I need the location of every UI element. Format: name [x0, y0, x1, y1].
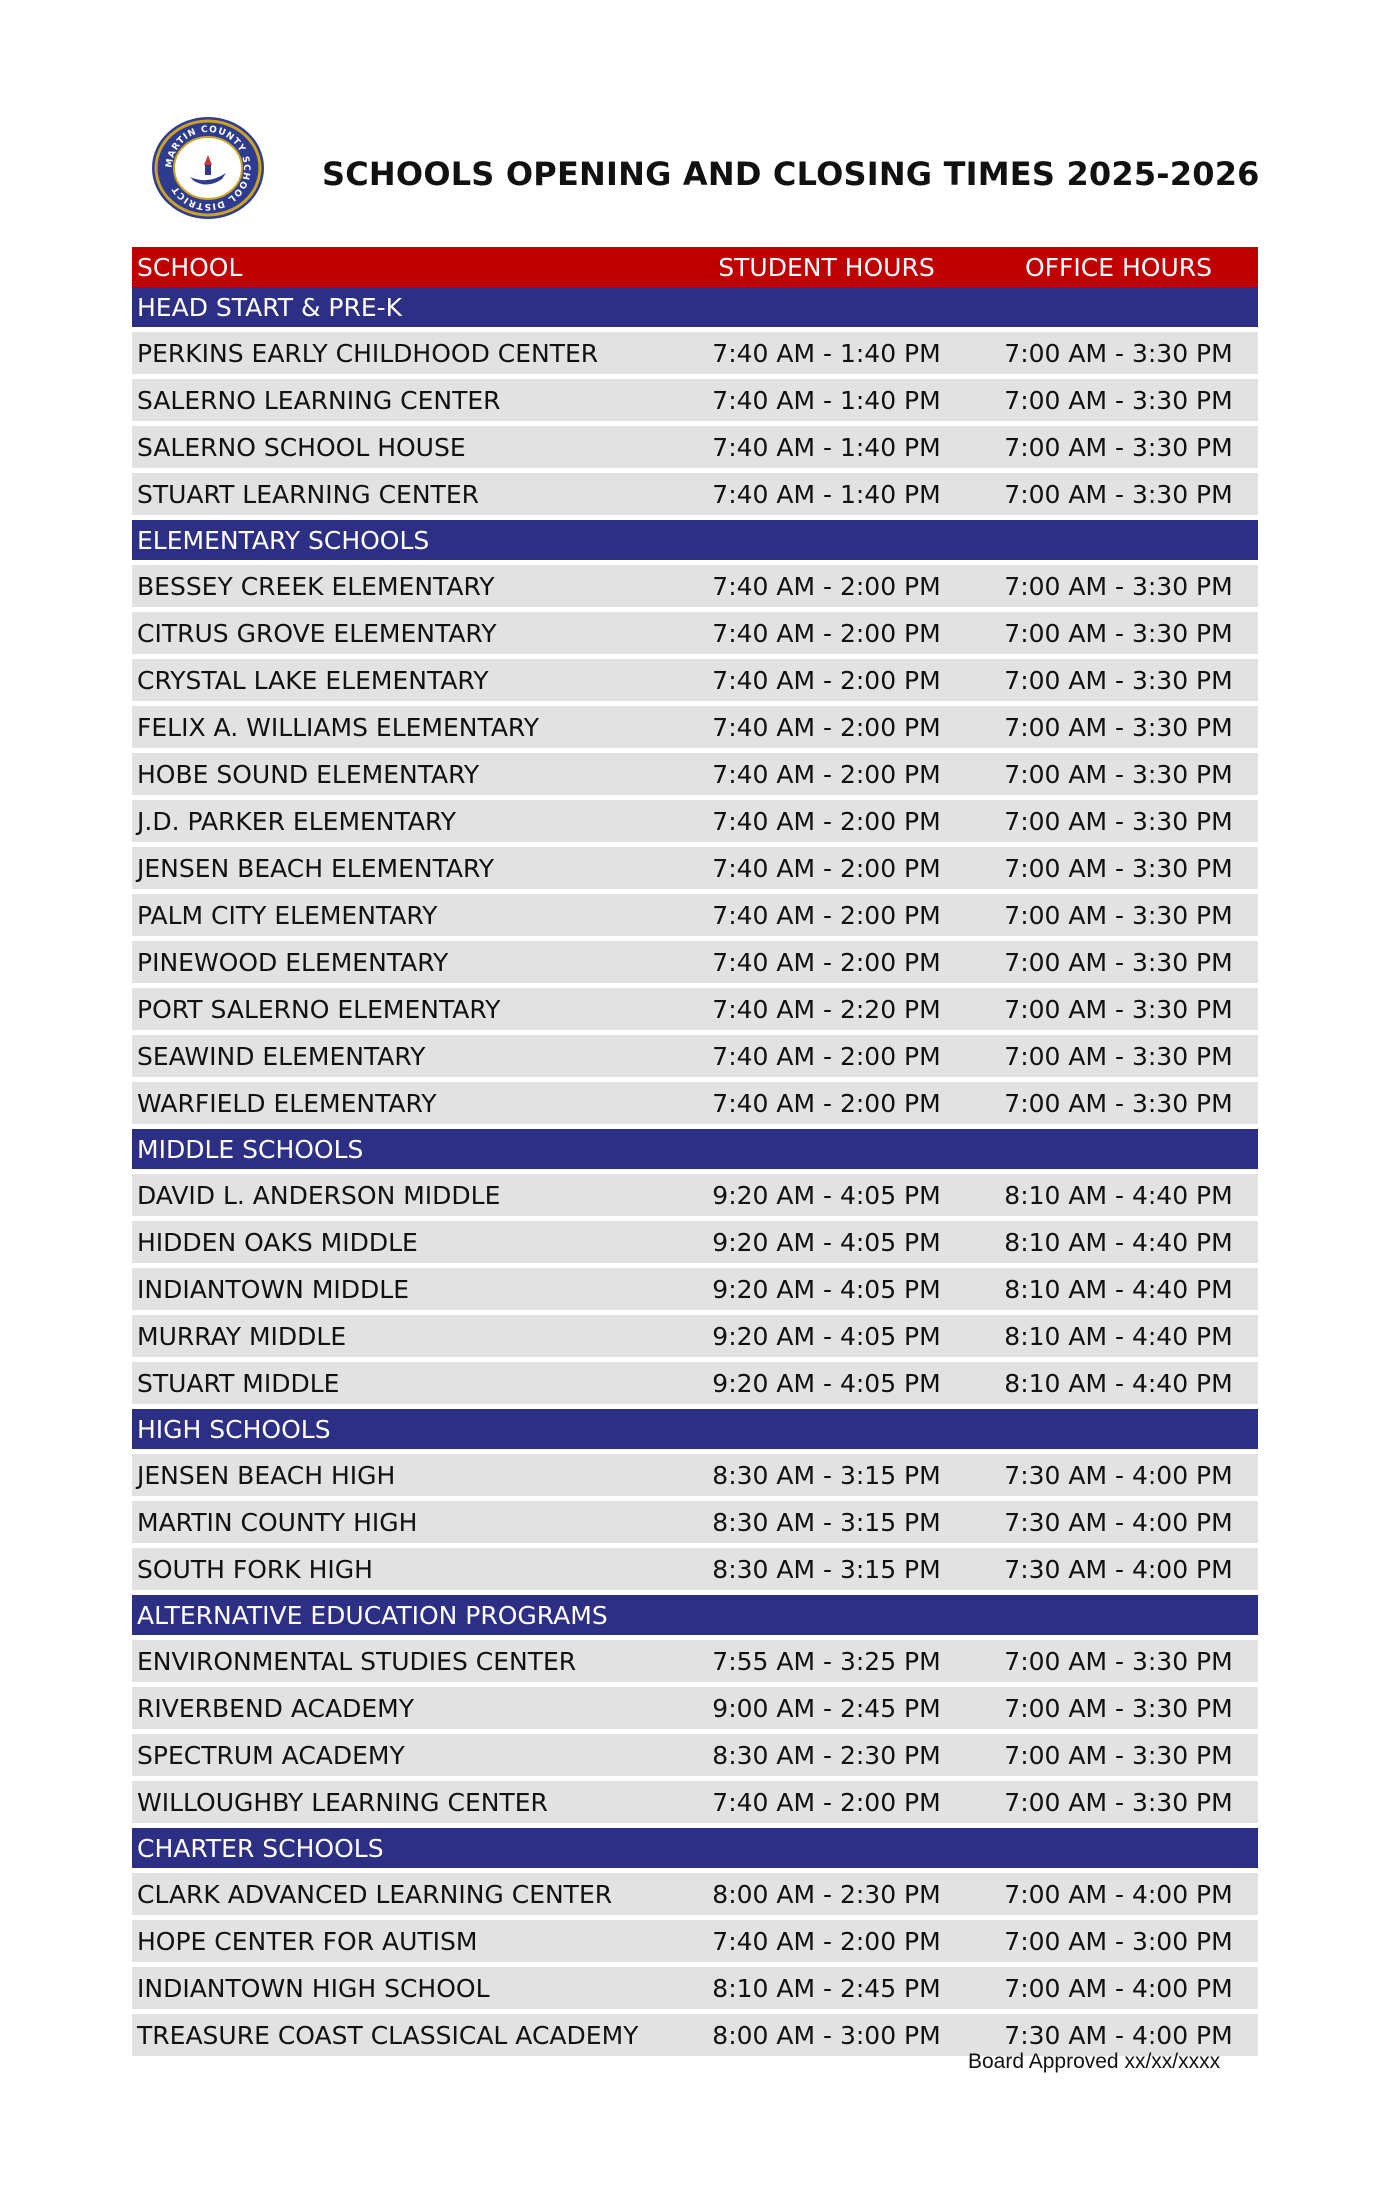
table-row	[132, 753, 1258, 795]
student-hours: 7:40 AM - 2:00 PM	[712, 1926, 941, 1956]
section-header	[132, 1595, 1258, 1635]
student-hours: 8:30 AM - 3:15 PM	[712, 1507, 941, 1537]
student-hours: 7:40 AM - 2:00 PM	[712, 900, 941, 930]
school-name: CITRUS GROVE ELEMENTARY	[137, 618, 497, 648]
office-hours: 7:00 AM - 3:30 PM	[1004, 1041, 1233, 1071]
office-hours: 7:00 AM - 3:30 PM	[1004, 571, 1233, 601]
page-title: SCHOOLS OPENING AND CLOSING TIMES 2025-2026	[322, 155, 1260, 193]
student-hours: 7:40 AM - 2:00 PM	[712, 618, 941, 648]
section-title: ALTERNATIVE EDUCATION PROGRAMS	[137, 1600, 608, 1630]
office-hours: 8:10 AM - 4:40 PM	[1004, 1321, 1233, 1351]
office-hours: 7:00 AM - 3:30 PM	[1004, 712, 1233, 742]
school-name: STUART MIDDLE	[137, 1368, 340, 1398]
table-row	[132, 1548, 1258, 1590]
schedule-table	[132, 247, 1258, 2061]
office-hours: 7:00 AM - 3:30 PM	[1004, 900, 1233, 930]
student-hours: 8:30 AM - 3:15 PM	[712, 1460, 941, 1490]
school-name: HOBE SOUND ELEMENTARY	[137, 759, 480, 789]
office-hours: 8:10 AM - 4:40 PM	[1004, 1274, 1233, 1304]
school-name: JENSEN BEACH HIGH	[137, 1460, 396, 1490]
school-name: PERKINS EARLY CHILDHOOD CENTER	[137, 338, 599, 368]
student-hours: 8:00 AM - 2:30 PM	[712, 1879, 941, 1909]
office-hours: 7:00 AM - 3:30 PM	[1004, 432, 1233, 462]
table-row	[132, 1734, 1258, 1776]
section-header	[132, 1828, 1258, 1868]
section-header	[132, 520, 1258, 560]
office-hours: 7:00 AM - 3:00 PM	[1004, 1926, 1233, 1956]
table-row	[132, 1687, 1258, 1729]
table-row	[132, 1268, 1258, 1310]
school-name: WARFIELD ELEMENTARY	[137, 1088, 437, 1118]
student-hours: 9:20 AM - 4:05 PM	[712, 1180, 941, 1210]
school-name: MARTIN COUNTY HIGH	[137, 1507, 418, 1537]
student-hours: 7:40 AM - 1:40 PM	[712, 338, 941, 368]
student-hours: 7:40 AM - 2:00 PM	[712, 571, 941, 601]
table-row	[132, 1640, 1258, 1682]
school-name: SPECTRUM ACADEMY	[137, 1740, 405, 1770]
office-hours: 7:00 AM - 3:30 PM	[1004, 338, 1233, 368]
office-hours: 7:00 AM - 3:30 PM	[1004, 1787, 1233, 1817]
student-hours: 9:20 AM - 4:05 PM	[712, 1227, 941, 1257]
student-hours: 9:00 AM - 2:45 PM	[712, 1693, 941, 1723]
student-hours: 7:55 AM - 3:25 PM	[712, 1646, 941, 1676]
table-row	[132, 706, 1258, 748]
office-hours: 7:00 AM - 3:30 PM	[1004, 1088, 1233, 1118]
table-row	[132, 1174, 1258, 1216]
school-name: CRYSTAL LAKE ELEMENTARY	[137, 665, 489, 695]
table-row	[132, 941, 1258, 983]
office-hours: 7:00 AM - 3:30 PM	[1004, 759, 1233, 789]
student-hours: 7:40 AM - 1:40 PM	[712, 479, 941, 509]
column-header-school: SCHOOL	[137, 252, 243, 282]
office-hours: 7:00 AM - 3:30 PM	[1004, 1693, 1233, 1723]
school-name: HOPE CENTER FOR AUTISM	[137, 1926, 478, 1956]
student-hours: 7:40 AM - 2:00 PM	[712, 947, 941, 977]
school-name: STUART LEARNING CENTER	[137, 479, 479, 509]
office-hours: 7:00 AM - 3:30 PM	[1004, 618, 1233, 648]
school-name: DAVID L. ANDERSON MIDDLE	[137, 1180, 501, 1210]
table-row	[132, 1362, 1258, 1404]
table-header	[132, 247, 1258, 287]
office-hours: 7:30 AM - 4:00 PM	[1004, 1507, 1233, 1537]
office-hours: 7:00 AM - 3:30 PM	[1004, 947, 1233, 977]
table-row	[132, 659, 1258, 701]
office-hours: 7:30 AM - 4:00 PM	[1004, 1460, 1233, 1490]
student-hours: 7:40 AM - 2:00 PM	[712, 665, 941, 695]
student-hours: 8:30 AM - 3:15 PM	[712, 1554, 941, 1584]
school-name: SEAWIND ELEMENTARY	[137, 1041, 426, 1071]
section-title: HEAD START & PRE-K	[137, 292, 403, 322]
office-hours: 8:10 AM - 4:40 PM	[1004, 1180, 1233, 1210]
column-header-office-hours: OFFICE HOURS	[1024, 252, 1213, 282]
office-hours: 8:10 AM - 4:40 PM	[1004, 1368, 1233, 1398]
table-row	[132, 800, 1258, 842]
student-hours: 7:40 AM - 2:00 PM	[712, 759, 941, 789]
student-hours: 7:40 AM - 2:00 PM	[712, 806, 941, 836]
school-name: INDIANTOWN HIGH SCHOOL	[137, 1973, 490, 2003]
student-hours: 7:40 AM - 1:40 PM	[712, 432, 941, 462]
school-name: SOUTH FORK HIGH	[137, 1554, 373, 1584]
table-row	[132, 1781, 1258, 1823]
student-hours: 9:20 AM - 4:05 PM	[712, 1368, 941, 1398]
table-row	[132, 1315, 1258, 1357]
section-header	[132, 287, 1258, 327]
student-hours: 8:10 AM - 2:45 PM	[712, 1973, 941, 2003]
school-name: SALERNO LEARNING CENTER	[137, 385, 501, 415]
school-name: INDIANTOWN MIDDLE	[137, 1274, 409, 1304]
board-approved-note: Board Approved xx/xx/xxxx	[968, 2050, 1221, 2073]
student-hours: 7:40 AM - 2:00 PM	[712, 1088, 941, 1118]
table-row	[132, 426, 1258, 468]
table-row	[132, 988, 1258, 1030]
office-hours: 7:00 AM - 3:30 PM	[1004, 994, 1233, 1024]
student-hours: 8:30 AM - 2:30 PM	[712, 1740, 941, 1770]
office-hours: 8:10 AM - 4:40 PM	[1004, 1227, 1233, 1257]
table-row	[132, 847, 1258, 889]
office-hours: 7:30 AM - 4:00 PM	[1004, 2020, 1233, 2050]
student-hours: 7:40 AM - 2:00 PM	[712, 712, 941, 742]
student-hours: 7:40 AM - 2:00 PM	[712, 853, 941, 883]
school-name: CLARK ADVANCED LEARNING CENTER	[137, 1879, 613, 1909]
table-row	[132, 379, 1258, 421]
student-hours: 7:40 AM - 2:00 PM	[712, 1787, 941, 1817]
table-row	[132, 1967, 1258, 2009]
school-name: HIDDEN OAKS MIDDLE	[137, 1227, 418, 1257]
table-row	[132, 473, 1258, 515]
office-hours: 7:00 AM - 4:00 PM	[1004, 1973, 1233, 2003]
school-name: PALM CITY ELEMENTARY	[137, 900, 438, 930]
office-hours: 7:00 AM - 3:30 PM	[1004, 853, 1233, 883]
school-name: SALERNO SCHOOL HOUSE	[137, 432, 466, 462]
school-name: TREASURE COAST CLASSICAL ACADEMY	[137, 2020, 639, 2050]
table-row	[132, 565, 1258, 607]
table-row	[132, 1221, 1258, 1263]
school-name: PINEWOOD ELEMENTARY	[137, 947, 449, 977]
seal-text: MARTIN COUNTY SCHOOL DISTRICT	[164, 124, 252, 212]
office-hours: 7:00 AM - 3:30 PM	[1004, 479, 1233, 509]
school-name: RIVERBEND ACADEMY	[137, 1693, 414, 1723]
school-name: PORT SALERNO ELEMENTARY	[137, 994, 501, 1024]
student-hours: 8:00 AM - 3:00 PM	[712, 2020, 941, 2050]
table-row	[132, 894, 1258, 936]
student-hours: 7:40 AM - 2:00 PM	[712, 1041, 941, 1071]
section-header	[132, 1129, 1258, 1169]
office-hours: 7:00 AM - 3:30 PM	[1004, 806, 1233, 836]
school-name: WILLOUGHBY LEARNING CENTER	[137, 1787, 548, 1817]
school-name: ENVIRONMENTAL STUDIES CENTER	[137, 1646, 577, 1676]
section-title: ELEMENTARY SCHOOLS	[137, 525, 430, 555]
section-title: MIDDLE SCHOOLS	[137, 1134, 364, 1164]
school-name: JENSEN BEACH ELEMENTARY	[137, 853, 495, 883]
school-name: FELIX A. WILLIAMS ELEMENTARY	[137, 712, 539, 742]
office-hours: 7:00 AM - 3:30 PM	[1004, 1740, 1233, 1770]
office-hours: 7:00 AM - 4:00 PM	[1004, 1879, 1233, 1909]
section-title: CHARTER SCHOOLS	[137, 1833, 384, 1863]
table-row	[132, 1082, 1258, 1124]
table-row	[132, 612, 1258, 654]
office-hours: 7:00 AM - 3:30 PM	[1004, 385, 1233, 415]
office-hours: 7:30 AM - 4:00 PM	[1004, 1554, 1233, 1584]
table-row	[132, 332, 1258, 374]
table-row	[132, 1454, 1258, 1496]
section-title: HIGH SCHOOLS	[137, 1414, 331, 1444]
school-district-seal-icon	[150, 115, 266, 221]
student-hours: 9:20 AM - 4:05 PM	[712, 1321, 941, 1351]
table-row	[132, 1035, 1258, 1077]
school-name: J.D. PARKER ELEMENTARY	[137, 806, 456, 836]
table-row	[132, 1873, 1258, 1915]
office-hours: 7:00 AM - 3:30 PM	[1004, 665, 1233, 695]
table-row	[132, 1501, 1258, 1543]
column-header-student-hours: STUDENT HOURS	[718, 252, 935, 282]
school-name: BESSEY CREEK ELEMENTARY	[137, 571, 495, 601]
school-name: MURRAY MIDDLE	[137, 1321, 347, 1351]
section-header	[132, 1409, 1258, 1449]
student-hours: 9:20 AM - 4:05 PM	[712, 1274, 941, 1304]
table-row	[132, 1920, 1258, 1962]
student-hours: 7:40 AM - 2:20 PM	[712, 994, 941, 1024]
office-hours: 7:00 AM - 3:30 PM	[1004, 1646, 1233, 1676]
student-hours: 7:40 AM - 1:40 PM	[712, 385, 941, 415]
